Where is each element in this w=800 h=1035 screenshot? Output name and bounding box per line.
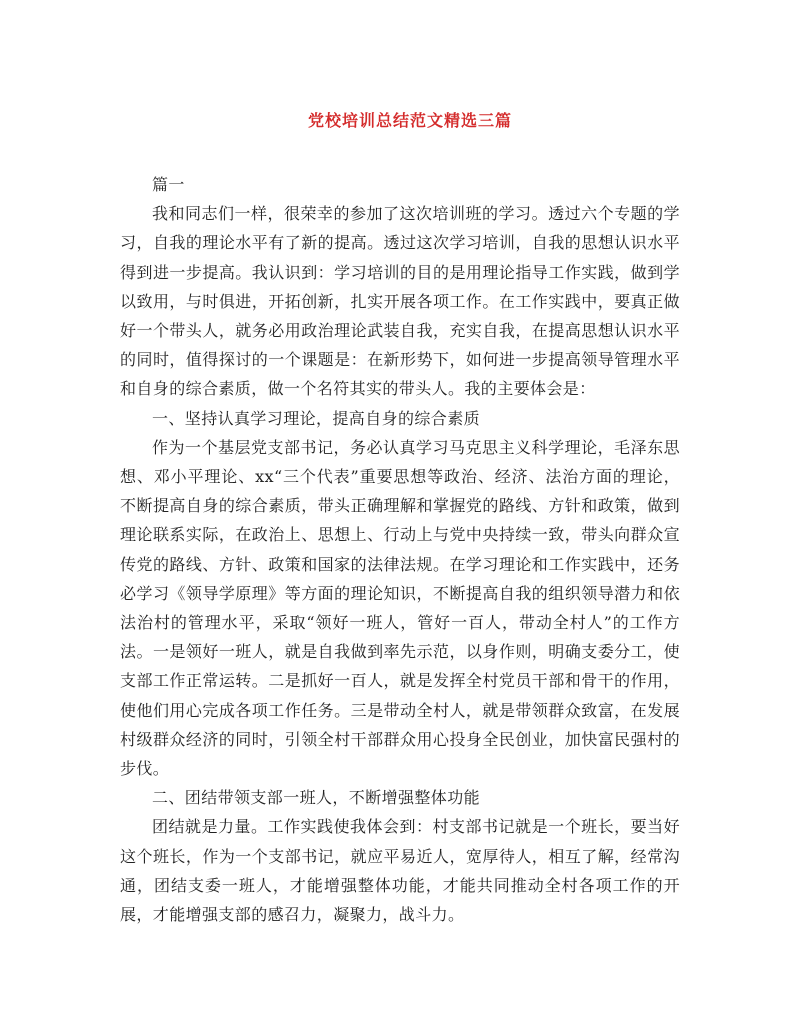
section-label: 篇一 [152,175,185,194]
section-heading-1: 一、坚持认真学习理论，提高自身的综合素质 [152,408,481,428]
paragraph-unity: 团结就是力量。工作实践使我体会到：村支部书记就是一个班长，要当好这个班长，作为一个支部书记，就应平易近人，宽厚待人，相互了解，经常沟通，团结支委一班人，才能增强整体功能，才能共同推动全村各项工作的开展，才能增强支部的感召力，凝聚力，战斗力。 [120,817,680,925]
document-body [120,170,680,929]
section-heading-2: 二、团结带领支部一班人，不断增强整体功能 [152,788,481,808]
paragraph-intro: 我和同志们一样，很荣幸的参加了这次培训班的学习。透过六个专题的学习，自我的理论水平有了新的提高。透过这次学习培训，自我的思想认识水平得到进一步提高。我认识到：学习培训的目的是用理论指导工作实践，做到学以致用，与时俱进，开拓创新，扎实开展各项工作。在工作实践中，要真正做好一个带头人，就务必用政治理论武装自我，充实自我，在提高思想认识水平的同时，值得探讨的一个课题是：在新形势下，如何进一步提高领导管理水平和自身的综合素质，做一个名符其实的带头人。我的主要体会是： [120,204,680,399]
document-title: 党校培训总结范文精选三篇 [307,111,512,130]
paragraph-theory: 作为一个基层党支部书记，务必认真学习马克思主义科学理论，毛泽东思想、邓小平理论、xx“三个代表”重要思想等政治、经济、法治方面的理论，不断提高自身的综合素质，带头正确理解和掌握党的路线、方针和政策，做到理论联系实际，在政治上、思想上、行动上与党中央持续一致，带头向群众宣传党的路线、方针、政策和国家的法律法规。在学习理论和工作实践中，还务必学习《领导学原理》等方面的理论知识，不断提高自我的组织领导潜力和依法治村的管理水平，采取“领好一班人，管好一百人，带动全村人”的工作方法。一是领好一班人，就是自我做到率先示范，以身作则，明确支委分工，使支部工作正常运转。二是抓好一百人，就是发挥全村党员干部和骨干的作用，使他们用心完成各项工作任务。三是带动全村人，就是带领群众致富，在发展村级群众经济的同时，引领全村干部群众用心投身全民创业，加快富民强村的步伐。 [120,437,680,779]
document-page [120,0,700,1035]
